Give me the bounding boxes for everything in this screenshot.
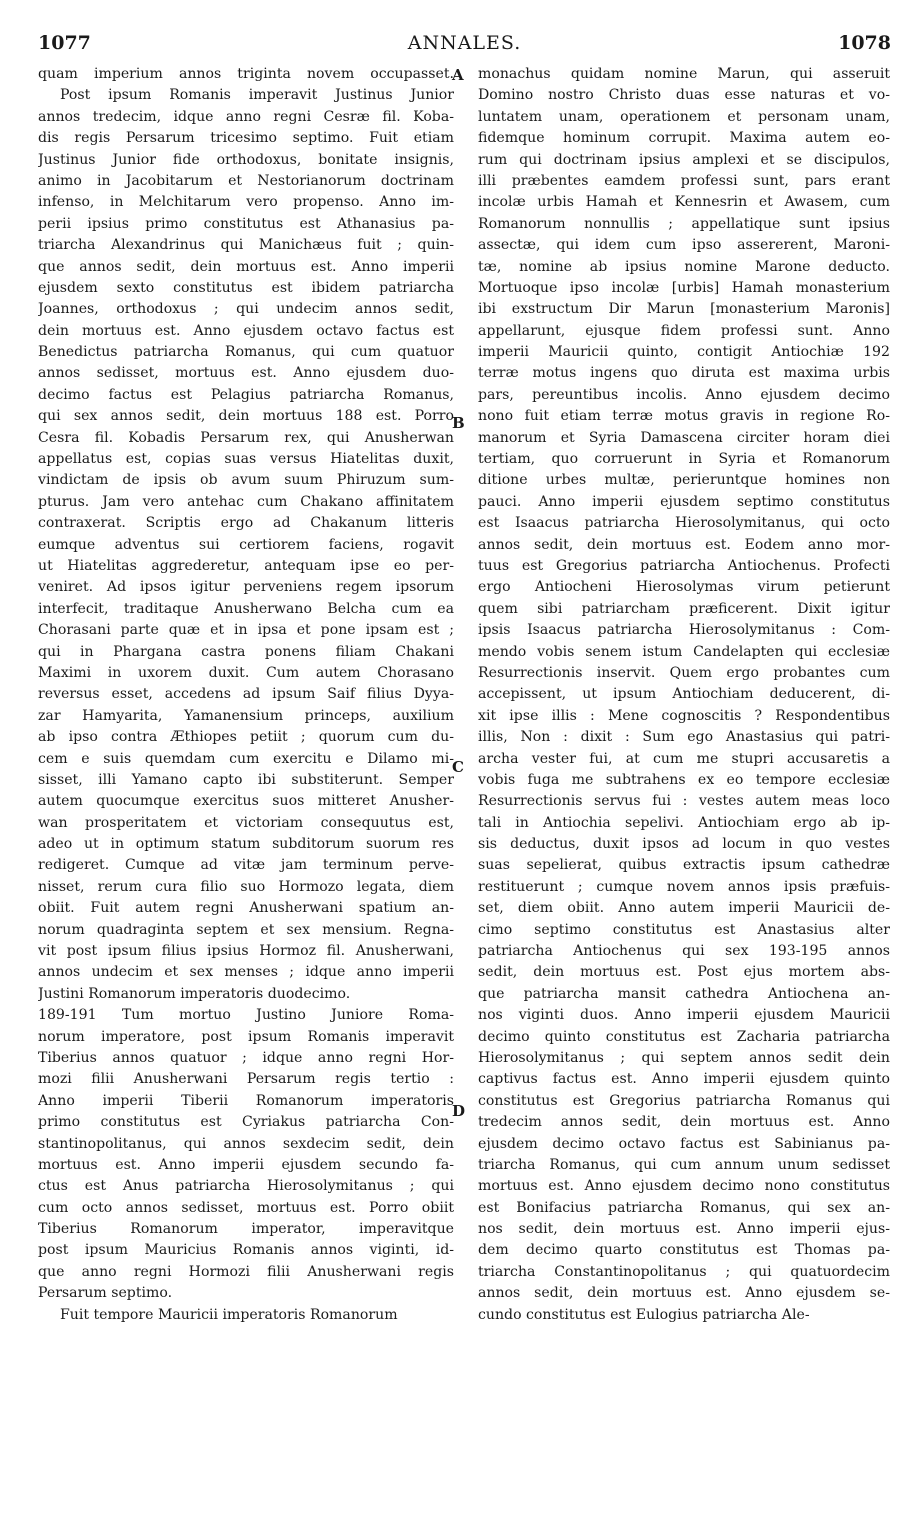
text-line: zar Hamyarita, Yamanensium princeps, auxilium xyxy=(38,707,454,724)
margin-letter-c: C xyxy=(452,758,464,776)
text-line: archa vester fui, at cum me stupri accusaretis a xyxy=(478,750,890,767)
text-line: stantinopolitanus, qui annos sexdecim sedit, dein xyxy=(38,1135,454,1152)
text-line: cum octo annos sedisset, mortuus est. Porro obiit xyxy=(38,1199,454,1216)
text-line: Tiberius Romanorum imperator, imperavitque xyxy=(38,1221,454,1238)
text-line: Romanorum nonnullis ; appellatique sunt ipsius xyxy=(478,215,890,232)
text-line: Benedictus patriarcha Romanus, qui cum quatuor xyxy=(38,344,454,361)
running-title: ANNALES. xyxy=(407,32,522,54)
text-line: Chorasani parte quæ et in ipsa et pone ipsam est ; xyxy=(38,622,454,639)
text-line: quam imperium annos triginta novem occupasset. xyxy=(38,66,454,82)
text-line: vit post ipsum filius ipsius Hormoz fil. Anusherwani, xyxy=(38,943,454,960)
page-number-right: 1078 xyxy=(838,32,891,54)
text-line: nos viginti duos. Anno imperii ejusdem Mauricii xyxy=(478,1007,890,1024)
page-number-left: 1077 xyxy=(38,32,91,54)
margin-letter-a: A xyxy=(452,66,464,84)
text-line: illis, Non : dixit : Sum ego Anastasius qui patri- xyxy=(478,729,890,746)
text-line: mozi filii Anusherwani Persarum regis tertio : xyxy=(38,1071,454,1088)
text-line: annos undecim et sex menses ; idque anno imperii xyxy=(38,964,454,981)
text-line: Cesra fil. Kobadis Persarum rex, qui Anusherwan xyxy=(38,429,454,446)
text-line: sisset, illi Yamano capto ibi substiterunt. Semper xyxy=(38,771,454,788)
text-line: que anno regni Hormozi filii Anusherwani regis xyxy=(38,1263,454,1280)
text-line: Domino nostro Christo duas esse naturas et vo- xyxy=(478,87,890,104)
text-line: cimo septimo constitutus est Anastasius alter xyxy=(478,921,890,938)
text-line: accepissent, ut ipsum Antiochiam deducerent, di- xyxy=(478,686,890,703)
text-line: autem quocumque exercitus suos mitteret Anusher- xyxy=(38,793,454,810)
text-line: quem sibi patriarcham præficerent. Dixit igitur xyxy=(478,600,890,617)
text-line: nono fuit etiam terræ motus gravis in regione Ro- xyxy=(478,408,890,425)
text-line: appellarunt, ejusque fidem professi sunt. Anno xyxy=(478,322,890,339)
text-line: Fuit tempore Mauricii imperatoris Romanorum xyxy=(60,1306,398,1323)
text-line: Persarum septimo. xyxy=(38,1285,173,1302)
text-line: ejusdem sexto constitutus est ibidem patriarcha xyxy=(38,279,454,296)
text-line: pars, pereuntibus incolis. Anno ejusdem decimo xyxy=(478,386,890,403)
text-line: est Bonifacius patriarcha Romanus, qui sex an- xyxy=(478,1199,890,1216)
text-line: annos tredecim, idque anno regni Cesræ fil. Koba- xyxy=(38,108,454,125)
text-line: ipsis Isaacus patriarcha Hierosolymitanus : Com- xyxy=(478,622,890,639)
text-line: triarcha Romanus, qui cum annum unum sedisset xyxy=(478,1156,890,1173)
text-line: suas sepelierat, quibus extractis ipsum cathedræ xyxy=(478,857,890,874)
text-line: vobis fuga me subtrahens ex eo tempore ecclesiæ xyxy=(478,771,890,788)
text-line: captivus factus est. Anno imperii ejusdem quinto xyxy=(478,1071,890,1088)
text-line: fidemque hominum corrupit. Maxima autem eo- xyxy=(478,130,890,147)
text-line: est Isaacus patriarcha Hierosolymitanus, qui octo xyxy=(478,515,890,532)
text-line: adeo ut in optimum statum subditorum suorum res xyxy=(38,836,454,853)
text-line: obiit. Fuit autem regni Anusherwani spatium an- xyxy=(38,900,454,917)
text-line: Maximi in uxorem duxit. Cum autem Chorasano xyxy=(38,664,454,681)
text-line: manorum et Syria Damascena circiter horam diei xyxy=(478,429,890,446)
text-line: restituerunt ; cumque novem annos ipsis præfuis- xyxy=(478,878,890,895)
text-line: Hierosolymitanus ; qui septem annos sedit dein xyxy=(478,1049,890,1066)
text-line: triarcha Constantinopolitanus ; qui quatuordecim xyxy=(478,1263,890,1280)
right-column xyxy=(478,64,890,1326)
text-line: annos sedisset, mortuus est. Anno ejusdem duo- xyxy=(38,365,454,382)
text-line: eumque adventus sui certiorem faciens, rogavit xyxy=(38,536,454,553)
text-line: Tiberius annos quatuor ; idque anno regni Hor- xyxy=(38,1049,454,1066)
text-line: tæ, nomine ab ipsius nomine Marone deducto. xyxy=(478,258,890,275)
text-line: imperii Mauricii quinto, contigit Antiochiæ 192 xyxy=(478,344,890,361)
text-line: luntatem unam, operationem et personam unam, xyxy=(478,108,890,125)
text-line: tredecim annos sedit, dein mortuus est. Anno xyxy=(478,1114,890,1131)
text-line: wan prosperitatem et victoriam consequutus est, xyxy=(38,814,454,831)
text-line: veniret. Ad ipsos igitur perveniens regem ipsorum xyxy=(38,579,454,596)
text-line: cem e suis quemdam cum exercitu e Dilamo mi- xyxy=(38,750,454,767)
text-line: constitutus est Gregorius patriarcha Romanus qui xyxy=(478,1092,890,1109)
text-line: dem decimo quarto constitutus est Thomas pa- xyxy=(478,1242,890,1259)
text-line: appellatus est, copias suas versus Hiatelitas duxit, xyxy=(38,451,454,468)
text-line: cundo constitutus est Eulogius patriarcha Ale- xyxy=(478,1306,810,1323)
text-line: annos sedit, dein mortuus est. Eodem anno mor- xyxy=(478,536,890,553)
text-line: Justini Romanorum imperatoris duodecimo. xyxy=(38,985,351,1002)
text-line: tuus est Gregorius patriarcha Antiochenus. Profecti xyxy=(478,557,890,574)
text-line: decimo quinto constitutus est Zacharia patriarcha xyxy=(478,1028,890,1045)
text-line: ergo Antiocheni Hierosolymas virum petierunt xyxy=(478,579,890,596)
text-line: mortuus est. Anno imperii ejusdem secundo fa- xyxy=(38,1156,454,1173)
text-line: ejusdem decimo octavo factus est Sabinianus pa- xyxy=(478,1135,890,1152)
text-line: Mortuoque ipso incolæ [urbis] Hamah monasterium xyxy=(478,279,890,296)
text-line: nisset, rerum cura filio suo Hormozo legata, diem xyxy=(38,878,454,895)
text-line: ctus est Anus patriarcha Hierosolymitanus ; qui xyxy=(38,1178,454,1195)
text-line: Joannes, orthodoxus ; qui undecim annos sedit, xyxy=(38,301,454,318)
text-line: reversus esset, accedens ad ipsum Saif filius Dyya- xyxy=(38,686,454,703)
text-line: ibi exstructum Dir Marun [monasterium Maronis] xyxy=(478,301,890,318)
text-line: Post ipsum Romanis imperavit Justinus Junior xyxy=(60,87,454,104)
text-line: dis regis Persarum tricesimo septimo. Fuit etiam xyxy=(38,130,454,147)
text-line: mendo vobis senem istum Candelapten qui ecclesiæ xyxy=(478,643,890,660)
text-line: tali in Antiochia sepelivi. Antiochiam ergo ab ip- xyxy=(478,814,890,831)
text-line: annos sedit, dein mortuus est. Anno ejusdem se- xyxy=(478,1285,890,1302)
text-line: animo in Jacobitarum et Nestorianorum doctrinam xyxy=(38,172,454,189)
text-line: que patriarcha mansit cathedra Antiochena an- xyxy=(478,985,890,1002)
page-header xyxy=(38,32,891,58)
text-line: monachus quidam nomine Marun, qui asseruit xyxy=(478,66,890,82)
text-line: set, diem obiit. Anno autem imperii Mauricii de- xyxy=(478,900,890,917)
text-line: illi præbentes eamdem professi sunt, pars erant xyxy=(478,172,890,189)
text-line: vindictam de ipsis ob avum suum Phiruzum sum- xyxy=(38,472,454,489)
text-line: interfecit, traditaque Anusherwano Belcha cum ea xyxy=(38,600,454,617)
text-line: que annos sedit, dein mortuus est. Anno imperii xyxy=(38,258,454,275)
text-line: qui in Phargana castra ponens filiam Chakani xyxy=(38,643,454,660)
text-line: Resurrectionis inservit. Quem ergo probantes cum xyxy=(478,664,890,681)
text-line: Resurrectionis servus fui : vestes autem meas loco xyxy=(478,793,890,810)
text-line: terræ motus ingens quo diruta est maxima urbis xyxy=(478,365,890,382)
text-line: rum qui doctrinam ipsius amplexi et se discipulos, xyxy=(478,151,890,168)
text-line: norum quadraginta septem et sex mensium. Regna- xyxy=(38,921,454,938)
text-line: incolæ urbis Hamah et Kennesrin et Awasem, cum xyxy=(478,194,890,211)
margin-letter-b: B xyxy=(452,414,465,432)
text-line: redigeret. Cumque ad vitæ jam terminum perve- xyxy=(38,857,454,874)
margin-letter-d: D xyxy=(452,1102,466,1120)
text-line: sis deductus, duxit ipsos ad locum in quo vestes xyxy=(478,836,890,853)
text-line: contraxerat. Scriptis ergo ad Chakanum litteris xyxy=(38,515,454,532)
text-line: dein mortuus est. Anno ejusdem octavo factus est xyxy=(38,322,454,339)
text-line: post ipsum Mauricius Romanis annos viginti, id- xyxy=(38,1242,454,1259)
text-line: decimo factus est Pelagius patriarcha Romanus, xyxy=(38,386,454,403)
text-line: sedit, dein mortuus est. Post ejus mortem abs- xyxy=(478,964,890,981)
text-line: 189-191 Tum mortuo Justino Juniore Roma- xyxy=(38,1007,454,1024)
text-line: pauci. Anno imperii ejusdem septimo constitutus xyxy=(478,493,890,510)
text-line: tertiam, quo corruerunt in Syria et Romanorum xyxy=(478,451,890,468)
left-column xyxy=(38,64,454,1326)
text-line: triarcha Alexandrinus qui Manichæus fuit ; quin- xyxy=(38,237,454,254)
text-line: patriarcha Antiochenus qui sex 193-195 annos xyxy=(478,943,890,960)
text-line: infenso, in Melchitarum vero propenso. Anno im- xyxy=(38,194,454,211)
text-line: nos sedit, dein mortuus est. Anno imperii ejus- xyxy=(478,1221,890,1238)
text-line: assectæ, qui idem cum ipso assererent, Maroni- xyxy=(478,237,890,254)
text-line: ab ipso contra Æthiopes petiit ; quorum cum du- xyxy=(38,729,454,746)
text-line: Anno imperii Tiberii Romanorum imperatoris xyxy=(38,1092,454,1109)
text-line: norum imperatore, post ipsum Romanis imperavit xyxy=(38,1028,454,1045)
text-line: ditione urbes multæ, perieruntque homines non xyxy=(478,472,890,489)
text-line: xit ipse illis : Mene cognoscitis ? Respondentibus xyxy=(478,707,890,724)
text-line: qui sex annos sedit, dein mortuus 188 est. Porro xyxy=(38,408,454,425)
text-line: ut Hiatelitas aggrederetur, antequam ipse eo per- xyxy=(38,557,454,574)
text-line: primo constitutus est Cyriakus patriarcha Con- xyxy=(38,1114,454,1131)
text-line: mortuus est. Anno ejusdem decimo nono constitutus xyxy=(478,1178,890,1195)
text-line: perii ipsius primo constitutus est Athanasius pa- xyxy=(38,215,454,232)
text-line: Justinus Junior fide orthodoxus, bonitate insignis, xyxy=(38,151,454,168)
text-line: pturus. Jam vero antehac cum Chakano affinitatem xyxy=(38,493,454,510)
